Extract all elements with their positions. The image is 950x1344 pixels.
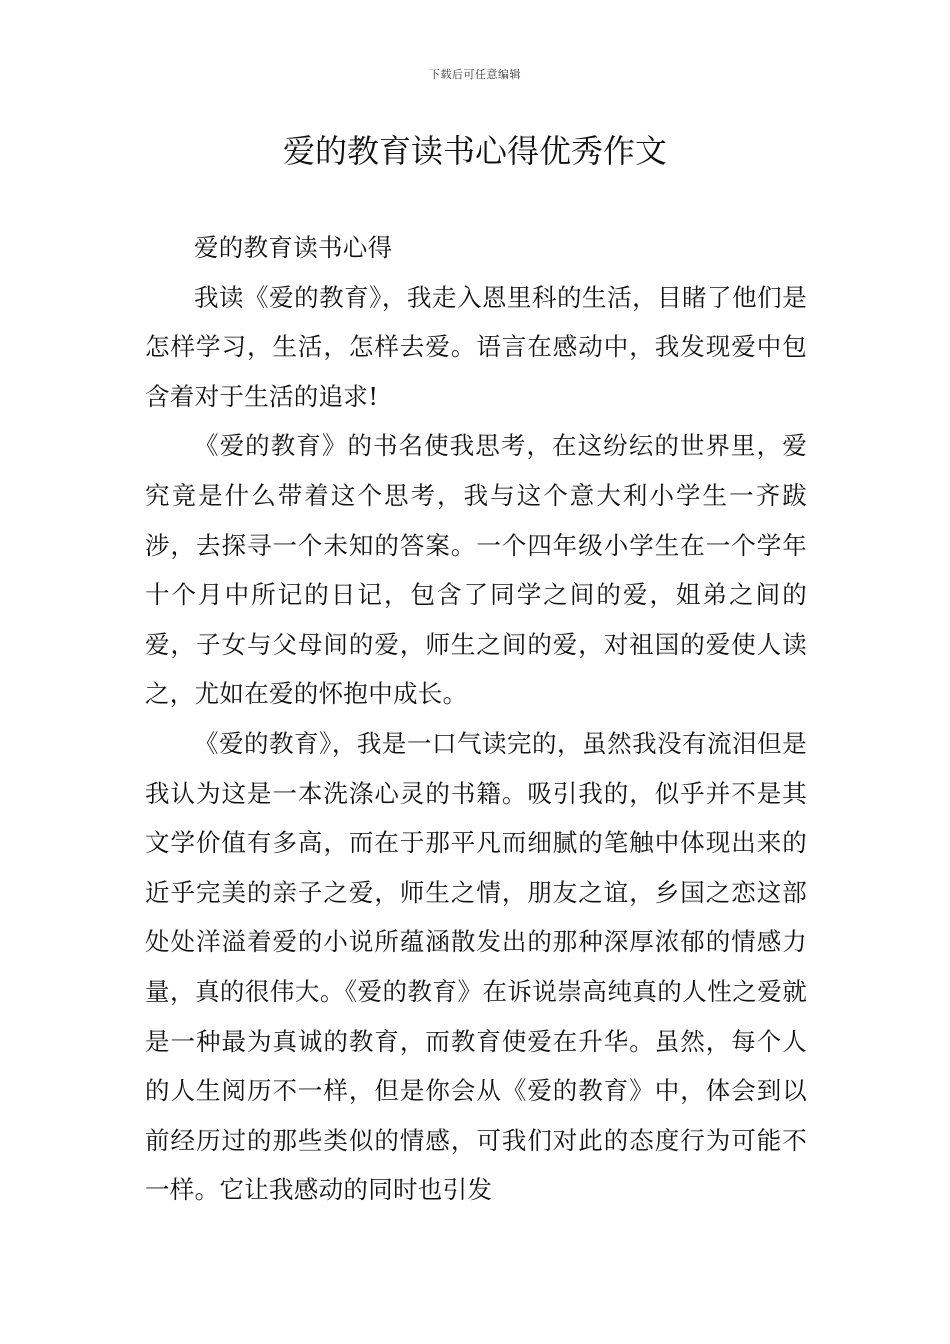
- paragraph-subtitle: 爱的教育读书心得: [194, 233, 393, 262]
- paragraph: 《爱的教育》，我是一口气读完的，虽然我没有流泪但是我认为这是一本洗涤心灵的书籍。吸引我的，似乎并不是其文学价值有多高，而在于那平凡而细腻的笔触中体现出来的近乎完美的亲子之爱，师生之情，朋友之谊，乡国之恋这部处处洋溢着爱的小说所蕴涵散发出的那种深厚浓郁的情感力量，真的很伟大。《爱的教育》在诉说崇高纯真的人性之爱就是一种最为真诚的教育，而教育使爱在升华。虽然，每个人的人生阅历不一样，但是你会从《爱的教育》中，体会到以前经历过的那些类似的情感，可我们对此的态度行为可能不一样。它让我感动的同时也引发: [145, 728, 807, 1205]
- paragraph: 我读《爱的教育》，我走入恩里科的生活，目睹了他们是怎样学习，生活，怎样去爱。语言在感动中，我发现爱中包含着对于生活的追求!: [145, 282, 807, 411]
- document-title: 爱的教育读书心得优秀作文: [282, 132, 667, 170]
- header-note: 下载后可任意编辑: [429, 68, 521, 81]
- paragraph: 《爱的教育》的书名使我思考，在这纷纭的世界里，爱究竟是什么带着这个思考，我与这个意大利小学生一齐跋涉，去探寻一个未知的答案。一个四年级小学生在一个学年十个月中所记的日记，包含了同学之间的爱，姐弟之间的爱，子女与父母间的爱，师生之间的爱，对祖国的爱使人读之，尤如在爱的怀抱中成长。: [145, 431, 807, 709]
- document-body: [145, 223, 807, 1215]
